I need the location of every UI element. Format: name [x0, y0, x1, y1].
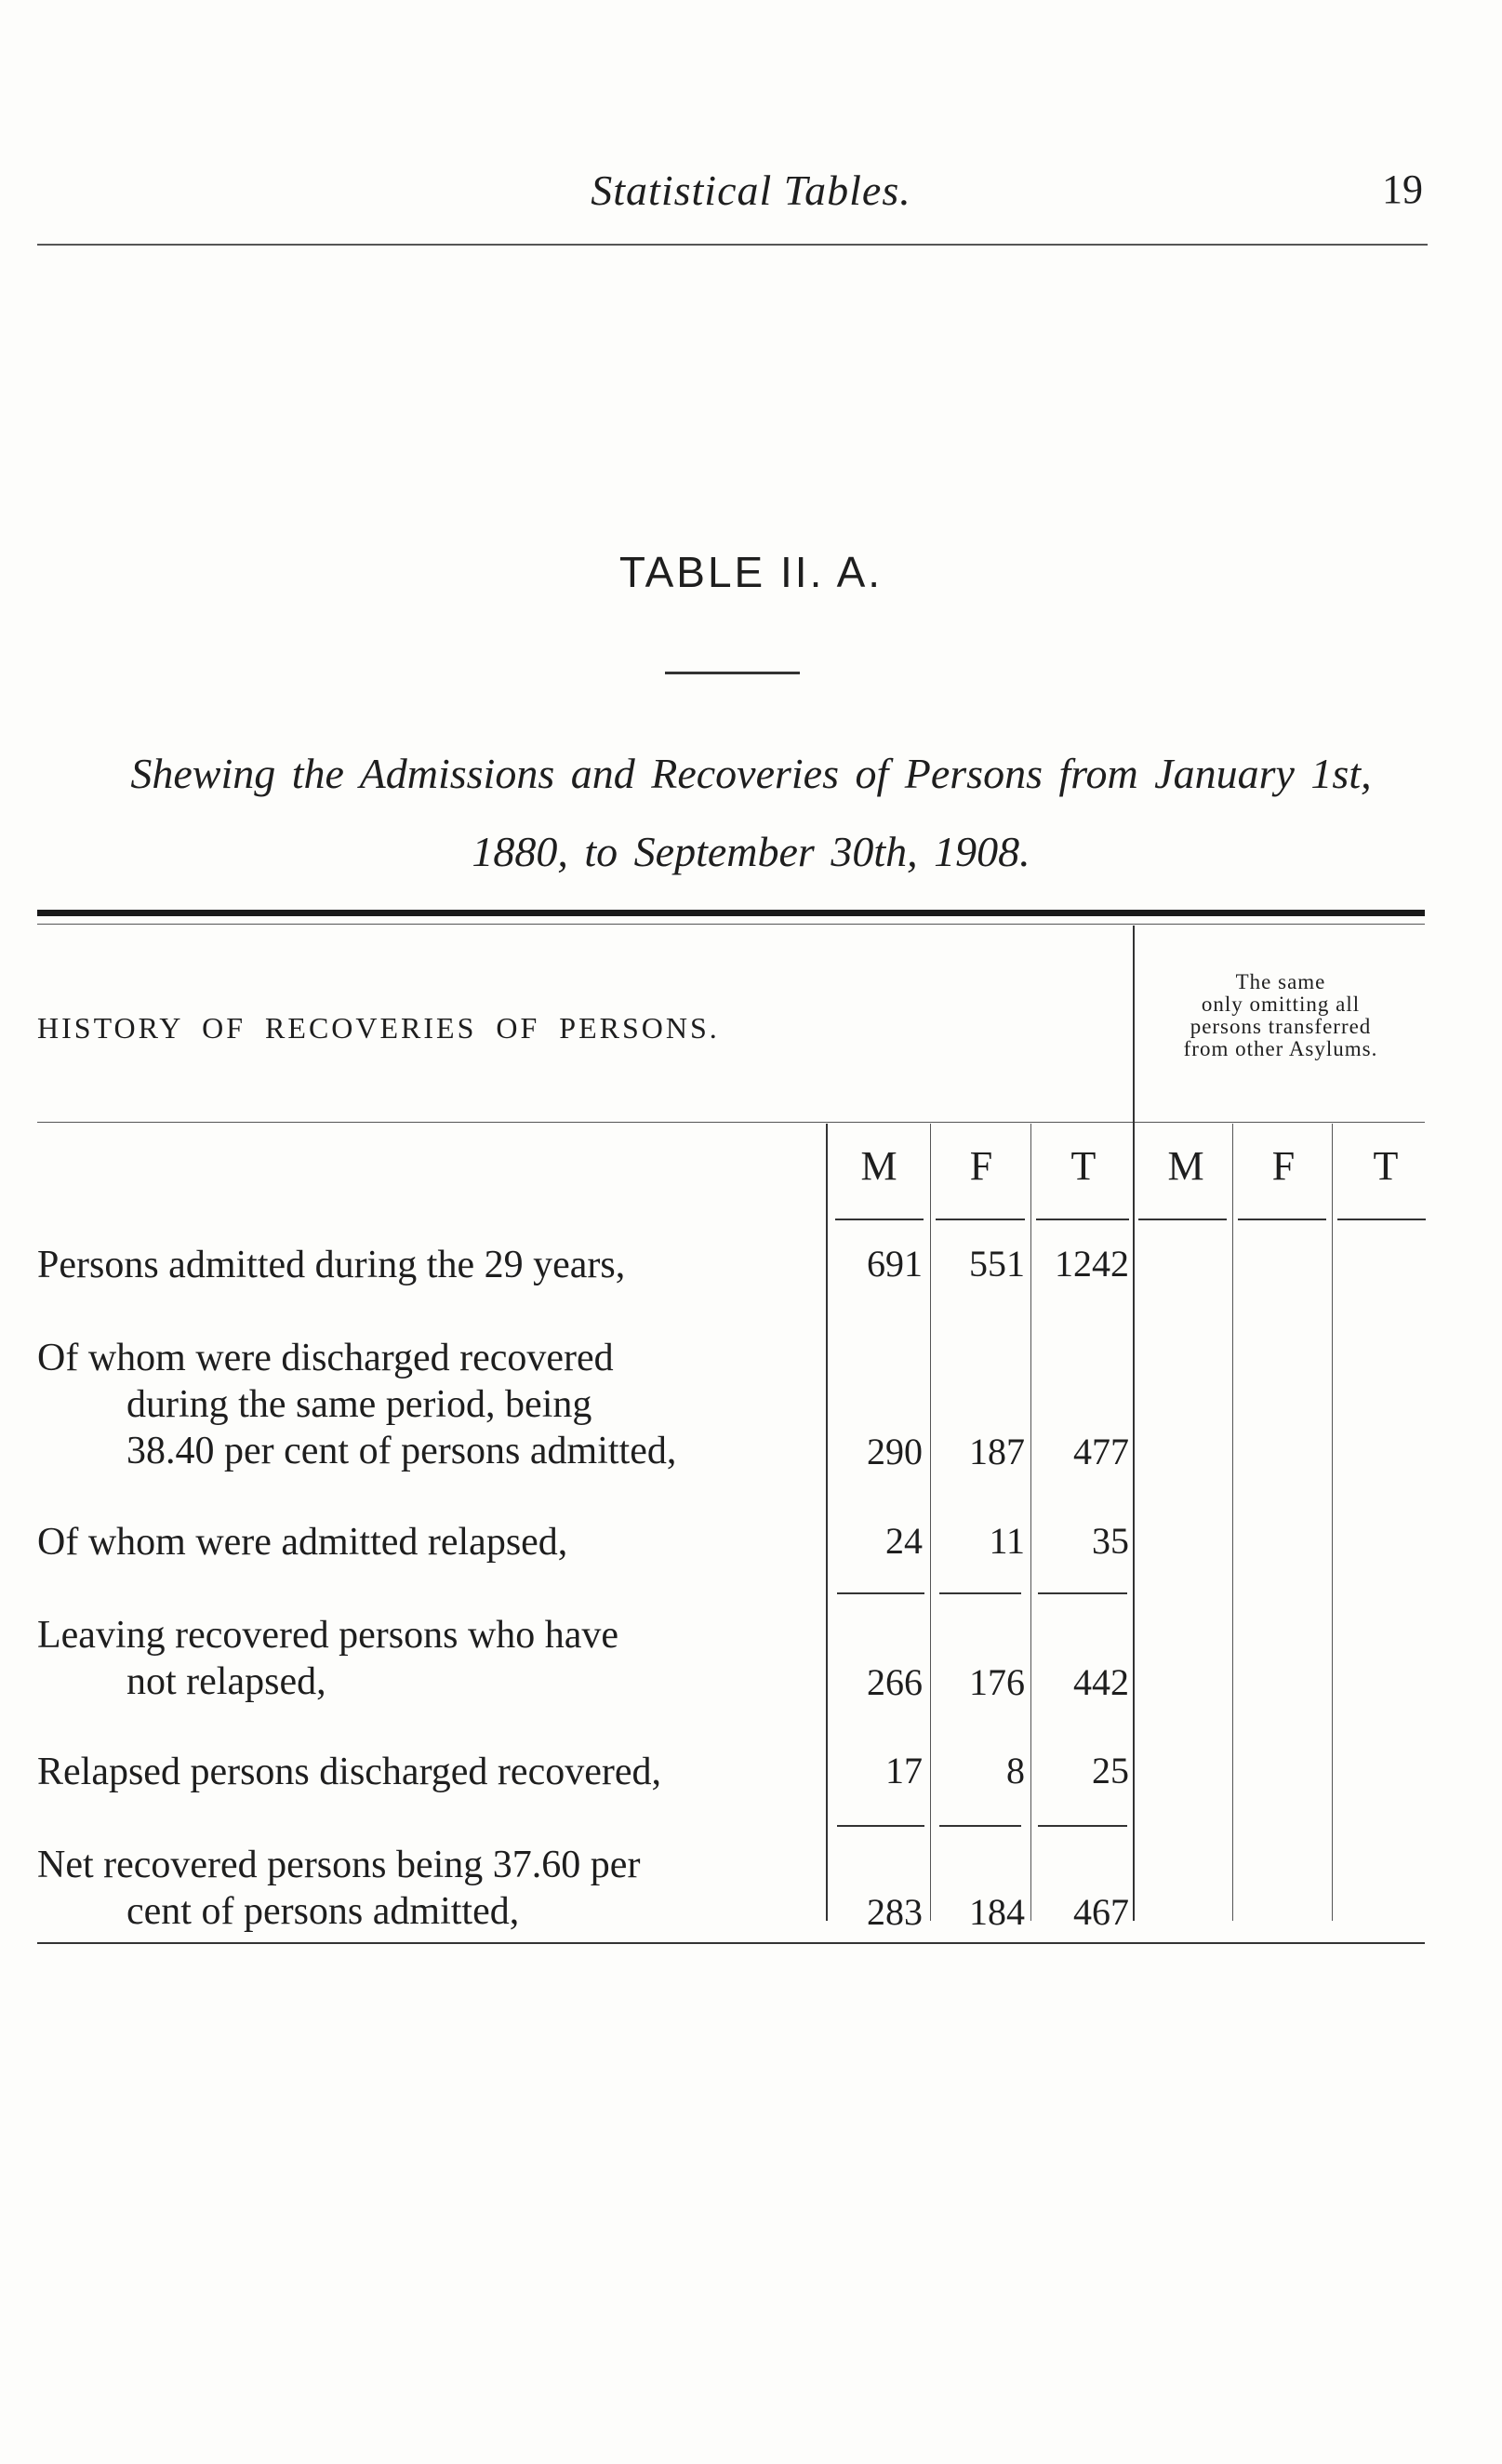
row-label-line: during the same period, being [126, 1383, 592, 1426]
page-number: 19 [1382, 166, 1423, 212]
same-heading-line: only omitting all [1201, 992, 1361, 1016]
row-label-line: not relapsed, [126, 1660, 326, 1703]
subtotal-rule [939, 1592, 1021, 1594]
cell-discharged-m: 290 [867, 1431, 923, 1472]
table-top-thin-rule [37, 924, 1425, 925]
cell-relapsed-f: 11 [989, 1520, 1025, 1562]
cell-admitted-m: 691 [867, 1243, 923, 1285]
col-head-rule [1337, 1219, 1426, 1220]
col-head-t2: T [1373, 1143, 1399, 1189]
cell-not-relapsed-f: 176 [969, 1661, 1025, 1703]
col-head-f: F [969, 1143, 993, 1189]
cell-relapsed-m: 24 [885, 1520, 923, 1562]
row-label-net-recovered [37, 1842, 826, 1935]
row-label-line: cent of persons admitted, [126, 1890, 520, 1933]
cell-net-m: 283 [867, 1891, 923, 1933]
subtotal-rule [1038, 1592, 1127, 1594]
col-head-m2: M [1167, 1143, 1204, 1189]
row-label-discharged-recovered [37, 1335, 826, 1474]
title-rule [665, 672, 800, 674]
subtitle-line-2: 1880, to September 30th, 1908. [472, 828, 1030, 875]
cell-relapsed-discharged-m: 17 [885, 1750, 923, 1791]
divider-f2-t2 [1332, 1124, 1333, 1921]
row-label-relapsed-discharged [37, 1749, 826, 1795]
table-top-thick-rule [37, 910, 1425, 916]
row-label-line: 38.40 per cent of persons admitted, [126, 1430, 677, 1472]
same-heading-line: persons transferred [1190, 1015, 1372, 1038]
cell-not-relapsed-t: 442 [1073, 1661, 1129, 1703]
col-head-m: M [860, 1143, 897, 1189]
cell-relapsed-discharged-t: 25 [1092, 1750, 1129, 1791]
subtotal-rule [837, 1592, 924, 1594]
total-rule [837, 1825, 924, 1827]
col-head-rule [1238, 1219, 1326, 1220]
cell-admitted-f: 551 [969, 1243, 1025, 1285]
row-label-line: Leaving recovered persons who have [37, 1614, 619, 1657]
row-label-line: Relapsed persons discharged recovered, [37, 1751, 661, 1793]
subtitle-line-1: Shewing the Admissions and Recoveries of Persons from January 1st, [130, 750, 1372, 797]
cell-relapsed-t: 35 [1092, 1520, 1129, 1562]
row-label-persons-admitted [37, 1242, 826, 1288]
table-title: TABLE II. A. [618, 548, 884, 596]
total-rule [1038, 1825, 1127, 1827]
row-label-line: Of whom were discharged recovered [37, 1337, 614, 1379]
table-bottom-rule [37, 1942, 1425, 1944]
col-head-rule [1138, 1219, 1227, 1220]
col-head-f2: F [1271, 1143, 1296, 1189]
cell-discharged-t: 477 [1073, 1431, 1129, 1472]
total-rule [939, 1825, 1021, 1827]
row-label-line: Persons admitted during the 29 years, [37, 1244, 626, 1286]
cell-not-relapsed-m: 266 [867, 1661, 923, 1703]
cell-discharged-f: 187 [969, 1431, 1025, 1472]
divider-main [1133, 926, 1135, 1921]
header-bottom-rule [37, 1122, 1425, 1123]
cell-admitted-t: 1242 [1055, 1243, 1129, 1285]
col-head-rule [835, 1219, 924, 1220]
cell-net-f: 184 [969, 1891, 1025, 1933]
running-title: Statistical Tables. [591, 166, 911, 214]
history-heading: HISTORY OF RECOVERIES OF PERSONS. [37, 1011, 720, 1045]
row-label-line: Of whom were admitted relapsed, [37, 1521, 568, 1564]
col-head-rule [1036, 1219, 1129, 1220]
same-heading-line: from other Asylums. [1183, 1037, 1378, 1060]
row-label-admitted-relapsed [37, 1519, 826, 1565]
col-head-rule [936, 1219, 1025, 1220]
table-subtitle [28, 735, 1474, 891]
row-label-line: Net recovered persons being 37.60 per [37, 1844, 641, 1886]
divider-m2-f2 [1232, 1124, 1233, 1921]
col-head-t: T [1070, 1143, 1097, 1189]
header-rule [37, 244, 1428, 246]
cell-relapsed-discharged-f: 8 [1006, 1750, 1025, 1791]
same-heading-line: The same [1235, 970, 1326, 993]
same-heading [1136, 971, 1425, 1060]
row-label-not-relapsed [37, 1612, 826, 1705]
cell-net-t: 467 [1073, 1891, 1129, 1933]
